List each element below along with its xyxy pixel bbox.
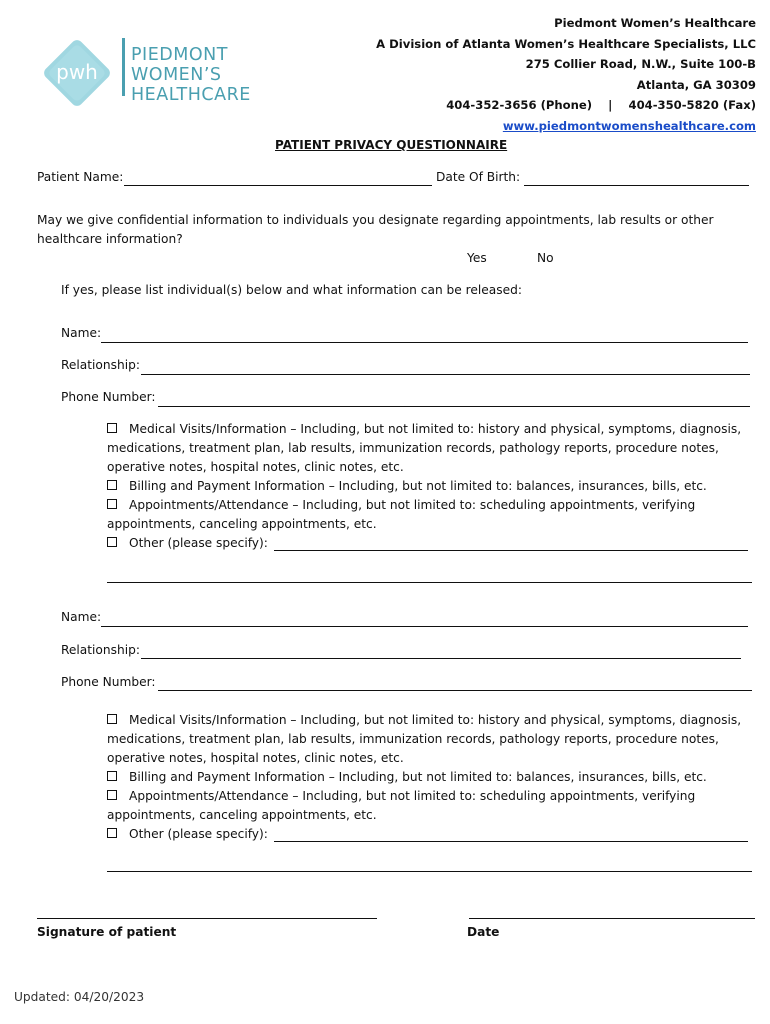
form-title: PATIENT PRIVACY QUESTIONNAIRE [275, 138, 508, 152]
address-line-2: Atlanta, GA 30309 [636, 77, 756, 92]
individual-2-appointments-option[interactable]: Appointments/Attendance – Including, but not limited to: scheduling appointments, verifying [107, 787, 757, 806]
individual-1-medical-option[interactable]: Medical Visits/Information – Including, but not limited to: history and physical, symptoms, diagnosis, [107, 420, 757, 439]
individual-2-phone-field[interactable] [158, 690, 752, 691]
checkbox-icon[interactable] [107, 828, 117, 838]
individual-1-phone-label: Phone Number: [61, 390, 156, 404]
individual-2-relationship-label: Relationship: [61, 643, 140, 657]
individual-1-billing-option[interactable]: Billing and Payment Information – Including, but not limited to: balances, insurances, bills, etc. [107, 477, 757, 496]
individual-2-options [107, 711, 757, 844]
patient-name-label: Patient Name: [37, 170, 124, 184]
if-yes-instructions: If yes, please list individual(s) below and what information can be released: [61, 283, 522, 297]
question-text: May we give confidential information to individuals you designate regarding appointments, lab results or other healthcare information? [37, 213, 714, 246]
individual-1-name-field[interactable] [101, 342, 748, 343]
checkbox-icon[interactable] [107, 423, 117, 433]
individual-2-medical-text-3: operative notes, hospital notes, clinic notes, etc. [107, 751, 404, 765]
individual-1-options [107, 420, 757, 553]
yes-option[interactable]: Yes [467, 251, 487, 265]
logo-text: PIEDMONT WOMEN’S HEALTHCARE [131, 45, 251, 105]
individual-2-phone-label: Phone Number: [61, 675, 156, 689]
checkbox-icon[interactable] [107, 480, 117, 490]
checkbox-icon[interactable] [107, 537, 117, 547]
dob-label: Date Of Birth: [436, 170, 521, 184]
individual-1-relationship-field[interactable] [141, 374, 750, 375]
individual-2-name-label: Name: [61, 610, 102, 624]
date-label: Date [467, 925, 500, 939]
individual-1-medical-text-2: medications, treatment plan, lab results, immunization records, pathology reports, procedure notes, [107, 441, 719, 455]
phone-fax: 404-352-3656 (Phone) | 404-350-5820 (Fax) [446, 98, 756, 112]
dob-field[interactable] [524, 185, 749, 186]
checkbox-icon[interactable] [107, 771, 117, 781]
individual-1-other-option[interactable]: Other (please specify): [107, 534, 757, 553]
individual-1-other-field-line-2[interactable] [107, 582, 752, 583]
individual-1-appointments-text-2: appointments, canceling appointments, etc. [107, 517, 377, 531]
individual-2-appointments-text-2: appointments, canceling appointments, etc. [107, 808, 377, 822]
logo-divider [122, 38, 125, 96]
individual-1-name-label: Name: [61, 326, 102, 340]
svg-text:pwh: pwh [56, 60, 98, 84]
no-option[interactable]: No [537, 251, 554, 265]
individual-1-phone-field[interactable] [158, 406, 750, 407]
updated-date: Updated: 04/20/2023 [14, 990, 145, 1004]
individual-2-billing-option[interactable]: Billing and Payment Information – Including, but not limited to: balances, insurances, bills, etc. [107, 768, 757, 787]
signature-label: Signature of patient [37, 925, 177, 939]
individual-2-name-field[interactable] [101, 626, 748, 627]
org-name: Piedmont Women’s Healthcare [554, 16, 756, 30]
date-field[interactable] [469, 918, 755, 919]
individual-2-medical-option[interactable]: Medical Visits/Information – Including, but not limited to: history and physical, symptoms, diagnosis, [107, 711, 757, 730]
individual-1-medical-text-3: operative notes, hospital notes, clinic notes, etc. [107, 460, 404, 474]
individual-1-appointments-option[interactable]: Appointments/Attendance – Including, but not limited to: scheduling appointments, verifying [107, 496, 757, 515]
pwh-diamond-logo-icon [38, 34, 116, 112]
individual-1-other-field[interactable] [274, 550, 748, 551]
header-contact-block [376, 13, 756, 136]
website-link[interactable]: www.piedmontwomenshealthcare.com [502, 118, 756, 133]
checkbox-icon[interactable] [107, 499, 117, 509]
signature-field[interactable] [37, 918, 377, 919]
individual-2-other-option[interactable]: Other (please specify): [107, 825, 757, 844]
checkbox-icon[interactable] [107, 714, 117, 724]
individual-2-other-field[interactable] [274, 841, 748, 842]
address-line-1: 275 Collier Road, N.W., Suite 100-B [525, 57, 756, 71]
logo [38, 36, 251, 111]
individual-2-other-field-line-2[interactable] [107, 871, 752, 872]
division: A Division of Atlanta Women’s Healthcare Specialists, LLC [376, 36, 756, 51]
individual-2-medical-text-2: medications, treatment plan, lab results, immunization records, pathology reports, procedure notes, [107, 732, 719, 746]
individual-2-relationship-field[interactable] [141, 658, 741, 659]
individual-1-relationship-label: Relationship: [61, 358, 140, 372]
checkbox-icon[interactable] [107, 790, 117, 800]
patient-name-field[interactable] [124, 185, 432, 186]
